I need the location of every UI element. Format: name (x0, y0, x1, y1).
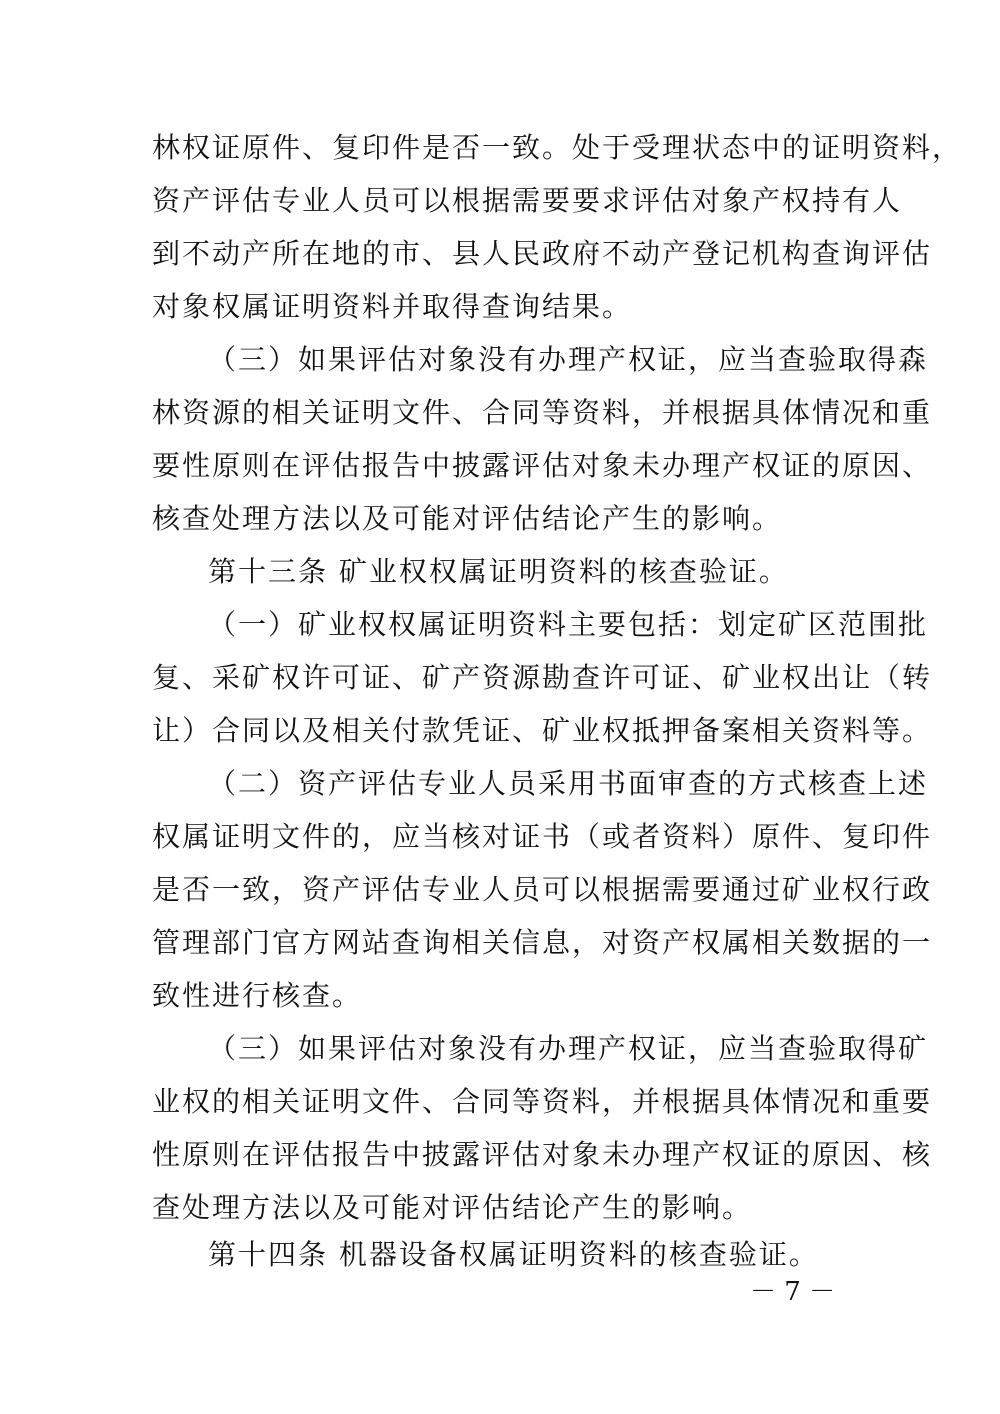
text-line: 是否一致，资产评估专业人员可以根据需要通过矿业权行政 (152, 873, 933, 906)
article-heading-14: 第十四条 机器设备权属证明资料的核查验证。 (208, 1238, 819, 1271)
article-heading-13: 第十三条 矿业权权属证明资料的核查验证。 (208, 555, 789, 588)
text-line: 复、采矿权许可证、矿产资源勘查许可证、矿业权出让（转 (152, 661, 933, 694)
text-line: 到不动产所在地的市、县人民政府不动产登记机构查询评估 (152, 237, 933, 270)
text-line: 致性进行核查。 (152, 979, 363, 1012)
text-line: 要性原则在评估报告中披露评估对象未办理产权证的原因、 (152, 449, 933, 482)
text-line: 林资源的相关证明文件、合同等资料，并根据具体情况和重 (152, 396, 933, 429)
text-line: 业权的相关证明文件、合同等资料，并根据具体情况和重要 (152, 1085, 933, 1118)
text-line: （三）如果评估对象没有办理产权证，应当查验取得森 (208, 343, 929, 376)
text-line: 管理部门官方网站查询相关信息，对资产权属相关数据的一 (152, 926, 933, 959)
text-line: 查处理方法以及可能对评估结论产生的影响。 (152, 1191, 753, 1224)
text-line: 核查处理方法以及可能对评估结论产生的影响。 (152, 502, 783, 535)
page-number: － 7 － (750, 1277, 836, 1307)
text-line: 性原则在评估报告中披露评估对象未办理产权证的原因、核 (152, 1138, 933, 1171)
text-line: 对象权属证明资料并取得查询结果。 (152, 290, 633, 323)
text-line: 资产评估专业人员可以根据需要要求评估对象产权持有人 (152, 184, 903, 217)
text-line: 让）合同以及相关付款凭证、矿业权抵押备案相关资料等。 (152, 714, 933, 747)
text-line: （二）资产评估专业人员采用书面审查的方式核查上述 (208, 767, 929, 800)
text-line: （一）矿业权权属证明资料主要包括：划定矿区范围批 (208, 608, 929, 641)
text-line: （三）如果评估对象没有办理产权证，应当查验取得矿 (208, 1032, 929, 1065)
text-line: 权属证明文件的，应当核对证书（或者资料）原件、复印件 (152, 820, 933, 853)
text-line: 林权证原件、复印件是否一致。处于受理状态中的证明资料， (152, 131, 963, 164)
